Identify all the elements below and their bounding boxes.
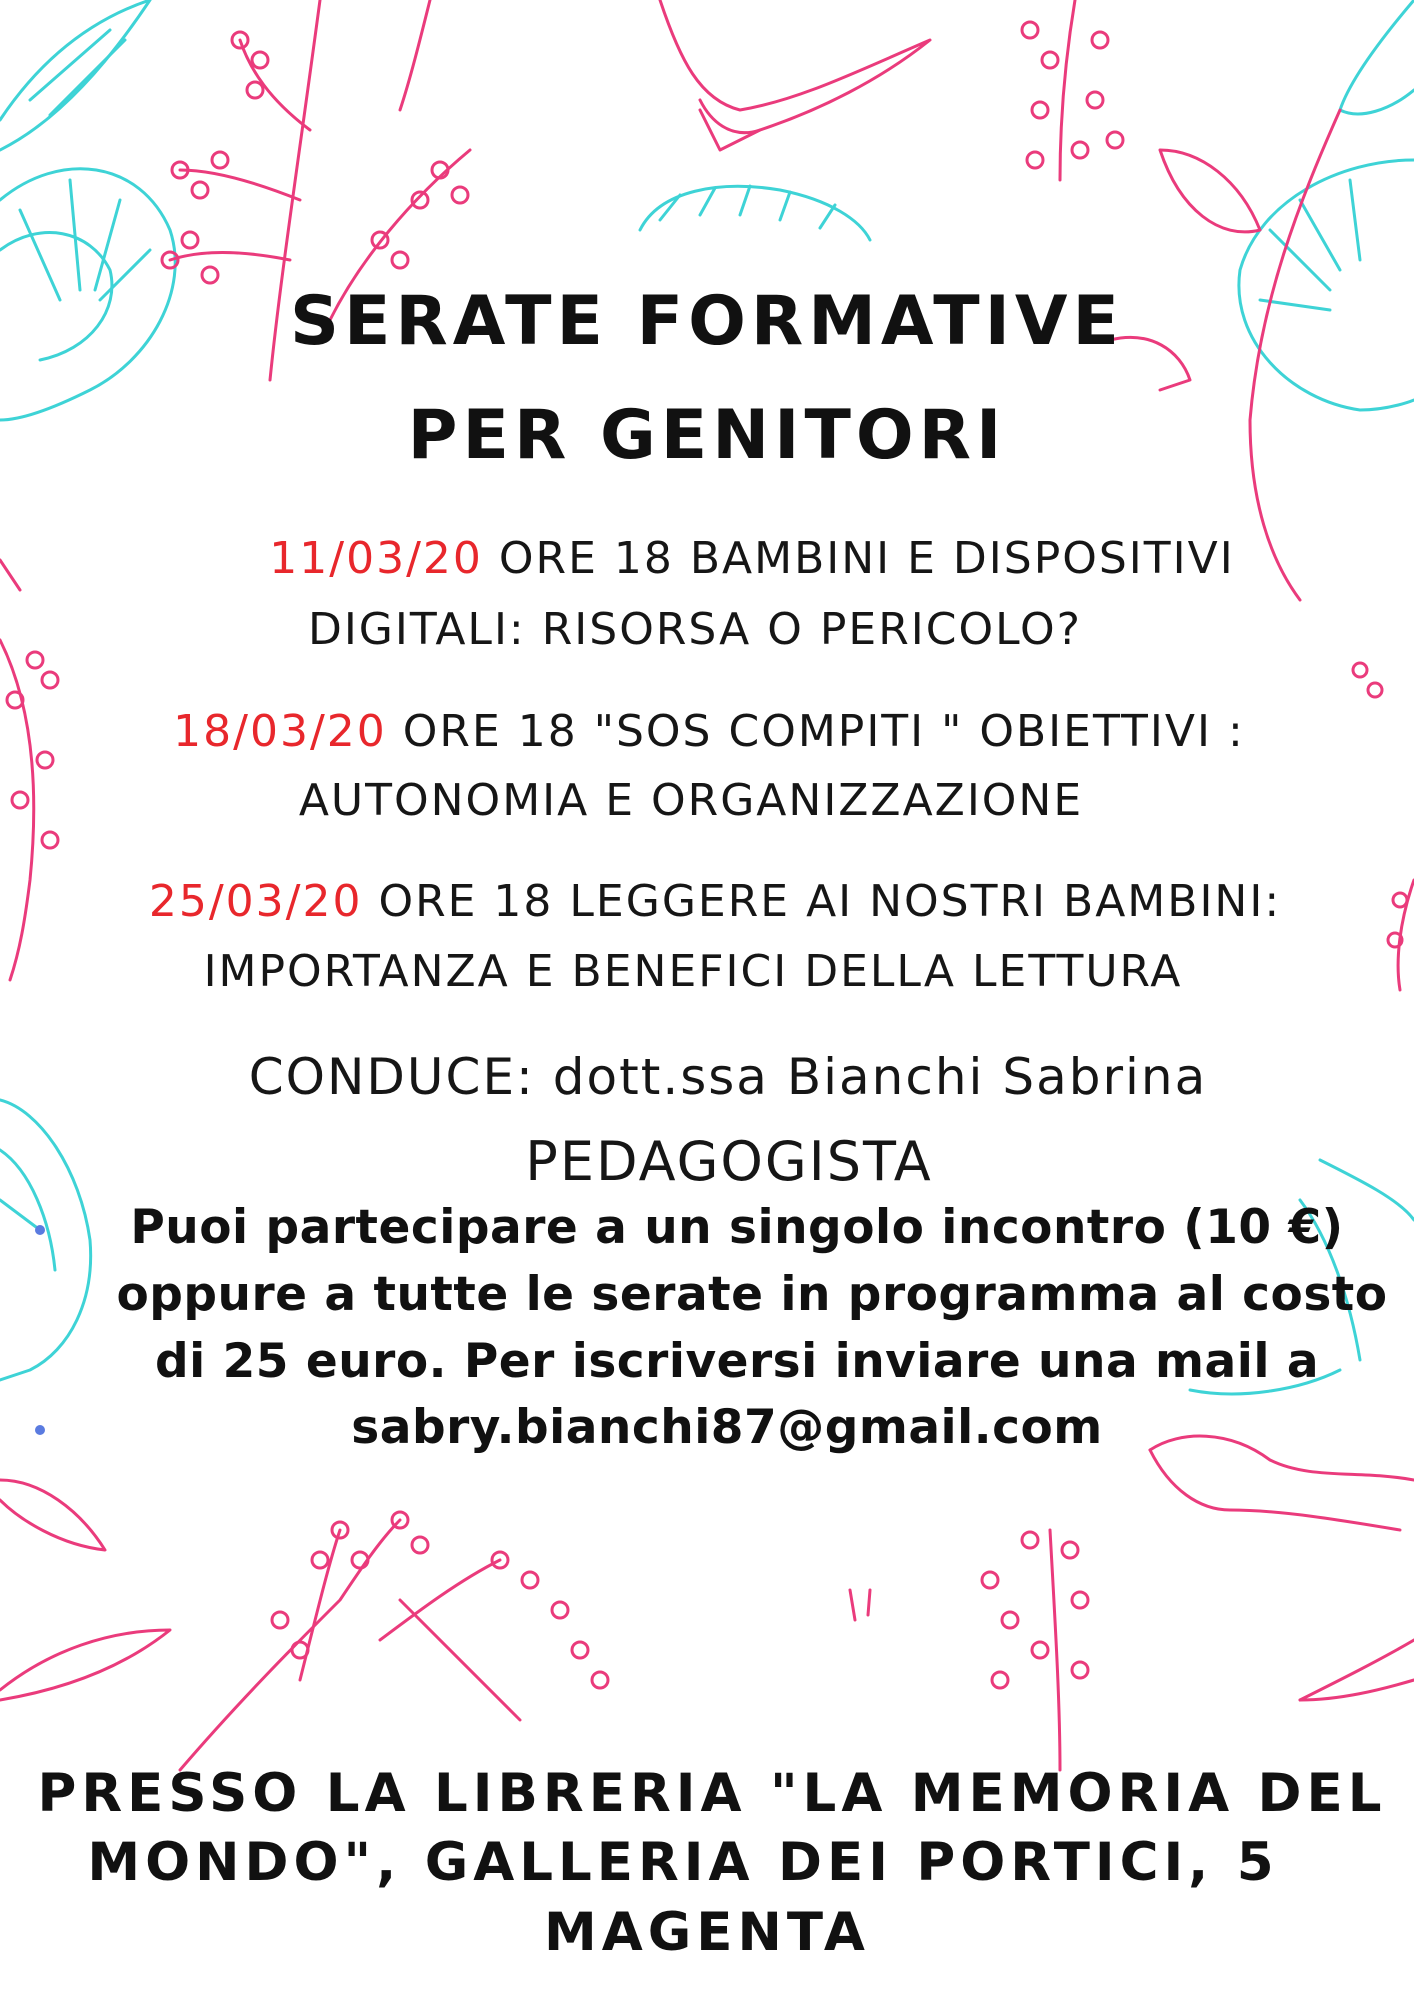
pink-leaf-icon bbox=[660, 0, 930, 150]
info-line-3: di 25 euro. Per iscriversi inviare una mail a bbox=[154, 1334, 1320, 1389]
event-2-line-1 bbox=[2, 706, 1414, 757]
title-line-1: SERATE FORMATIVE bbox=[289, 282, 1125, 361]
info-line-2: oppure a tutte le serate in programma al costo bbox=[116, 1267, 1388, 1322]
pink-branch-icon bbox=[180, 1512, 1088, 1770]
venue-line-3: MAGENTA bbox=[544, 1902, 870, 1963]
conductor-role: PEDAGOGISTA bbox=[525, 1130, 933, 1193]
info-line-1: Puoi partecipare a un singolo incontro (10 €) bbox=[130, 1200, 1344, 1255]
event-title: ORE 18 "SOS COMPITI " OBIETTIVI : bbox=[386, 706, 1245, 757]
pink-leaf-icon bbox=[1150, 1436, 1414, 1700]
email-address: sabry.bianchi87@gmail.com bbox=[351, 1400, 1103, 1455]
event-date: 18/03/20 bbox=[173, 706, 387, 757]
event-title: ORE 18 BAMBINI E DISPOSITIVI bbox=[482, 533, 1235, 584]
event-title: ORE 18 LEGGERE AI NOSTRI BAMBINI: bbox=[362, 876, 1282, 927]
event-3-line-1 bbox=[8, 876, 1414, 927]
event-1-line-2: DIGITALI: RISORSA O PERICOLO? bbox=[307, 604, 1083, 655]
event-2-line-2: AUTONOMIA E ORGANIZZAZIONE bbox=[298, 775, 1084, 826]
teal-flower-icon bbox=[0, 0, 150, 150]
event-1-line-1 bbox=[45, 533, 1414, 584]
conductor-line: CONDUCE: dott.ssa Bianchi Sabrina bbox=[248, 1048, 1208, 1106]
event-date: 11/03/20 bbox=[269, 533, 483, 584]
title-line-2: PER GENITORI bbox=[407, 396, 1007, 475]
event-date: 25/03/20 bbox=[148, 876, 363, 927]
venue-line-1: PRESSO LA LIBRERIA "LA MEMORIA DEL bbox=[37, 1763, 1387, 1824]
pink-leaf-icon bbox=[0, 1480, 170, 1700]
teal-flower-icon bbox=[640, 186, 870, 240]
pink-branch-icon bbox=[1022, 0, 1123, 180]
venue-line-2: MONDO", GALLERIA DEI PORTICI, 5 bbox=[87, 1832, 1279, 1893]
event-3-line-2: IMPORTANZA E BENEFICI DELLA LETTURA bbox=[203, 946, 1183, 997]
